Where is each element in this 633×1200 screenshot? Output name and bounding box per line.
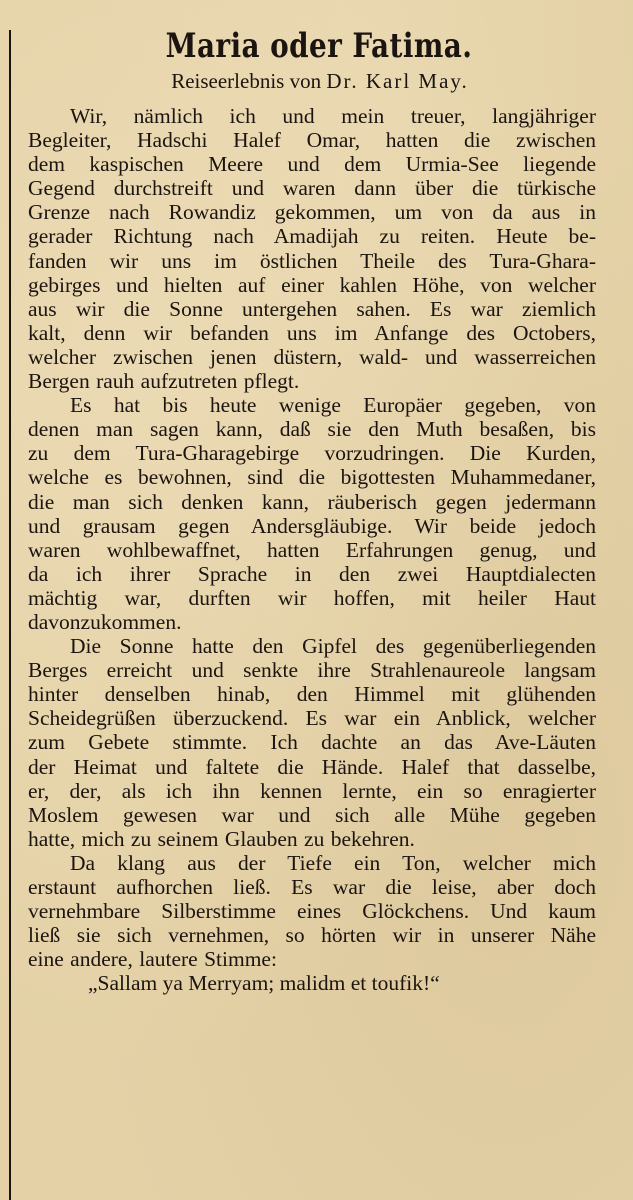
text-line: hinter denselben hinab, den Himmel mit glühenden bbox=[28, 682, 596, 707]
text-line: davonzukommen. bbox=[28, 609, 182, 634]
text-line: Es hat bis heute wenige Europäer gegeben, von bbox=[70, 393, 596, 418]
article-title: Maria oder Fatima. bbox=[165, 26, 473, 66]
text-line: da ich ihrer Sprache in den zwei Hauptdialecten bbox=[28, 561, 596, 586]
text-line: mächtig war, durften wir hoffen, mit heiler Haut bbox=[28, 585, 596, 610]
text-line: gerader Richtung nach Amadijah zu reiten. Heute be- bbox=[28, 224, 596, 249]
text-line: dem kaspischen Meere und dem Urmia-See liegende bbox=[28, 152, 596, 177]
text-line: zum Gebete stimmte. Ich dachte an das Ave-Läuten bbox=[28, 730, 596, 755]
text-line: er, der, als ich ihn kennen lernte, ein so enragierter bbox=[28, 778, 596, 803]
text-line: Moslem gewesen war und sich alle Mühe gegeben bbox=[28, 802, 596, 827]
text-line: zu dem Tura-Gharagebirge vorzudringen. Die Kurden, bbox=[28, 441, 596, 466]
text-line: ließ sie sich vernehmen, so hörten wir in unserer Nähe bbox=[28, 923, 596, 948]
text-line: die man sich denken kann, räuberisch gegen jedermann bbox=[28, 489, 596, 514]
text-line: vernehmbare Silberstimme eines Glöckchens. Und kaum bbox=[28, 899, 596, 924]
text-line: der Heimat und faltete die Hände. Halef that dasselbe, bbox=[28, 754, 596, 779]
text-line: Grenze nach Rowandiz gekommen, um von da aus in bbox=[28, 200, 596, 225]
text-line: Scheidegrüßen überzuckend. Es war ein Anblick, welcher bbox=[28, 706, 596, 731]
text-line: Wir, nämlich ich und mein treuer, langjähriger bbox=[70, 104, 596, 128]
subtitle-prefix: Reiseerlebnis von bbox=[171, 69, 322, 93]
text-line: Begleiter, Hadschi Halef Omar, hatten die zwischen bbox=[28, 128, 596, 153]
text-line: fanden wir uns im östlichen Theile des Tura-Ghara- bbox=[28, 248, 596, 273]
article bbox=[28, 26, 596, 995]
text-line: und grausam gegen Andersgläubige. Wir beide jedoch bbox=[28, 513, 596, 538]
text-line: Gegend durchstreift und waren dann über die türkische bbox=[28, 176, 596, 201]
column-rule bbox=[9, 30, 11, 1200]
paragraph bbox=[28, 104, 596, 393]
text-line: Bergen rauh aufzutreten pflegt. bbox=[28, 369, 300, 394]
text-line: eine andere, lautere Stimme: bbox=[28, 947, 277, 972]
author-name: Dr. Karl May. bbox=[326, 69, 469, 93]
text-line: Da klang aus der Tiefe ein Ton, welcher mich bbox=[70, 850, 596, 875]
quote-line-partial: „Sallam ya Merryam; malidm et toufik!“ bbox=[88, 971, 440, 996]
text-line: welche es bewohnen, sind die bigottesten Muhammedaner, bbox=[28, 465, 596, 490]
paragraph bbox=[28, 634, 596, 851]
paragraph bbox=[28, 393, 596, 634]
article-body bbox=[28, 104, 596, 971]
text-line: Die Sonne hatte den Gipfel des gegenüberliegenden bbox=[70, 634, 596, 659]
text-line: kalt, denn wir befanden uns im Anfange des Octobers, bbox=[28, 320, 596, 345]
text-line: Berges erreicht und senkte ihre Strahlenaureole langsam bbox=[28, 658, 596, 683]
text-line: hatte, mich zu seinem Glauben zu bekehren. bbox=[28, 826, 415, 851]
text-line: aus wir die Sonne untergehen sahen. Es war ziemlich bbox=[28, 296, 596, 321]
text-line: erstaunt aufhorchen ließ. Es war die leise, aber doch bbox=[28, 875, 596, 899]
article-subtitle bbox=[44, 68, 596, 94]
text-line: waren wohlbewaffnet, hatten Erfahrungen genug, und bbox=[28, 537, 596, 562]
paragraph bbox=[28, 851, 596, 971]
text-line: denen man sagen kann, daß sie den Muth besaßen, bis bbox=[28, 417, 596, 442]
text-line: gebirges und hielten auf einer kahlen Höhe, von welcher bbox=[28, 272, 596, 297]
text-line: welcher zwischen jenen düstern, wald- und wasserreichen bbox=[28, 344, 596, 369]
